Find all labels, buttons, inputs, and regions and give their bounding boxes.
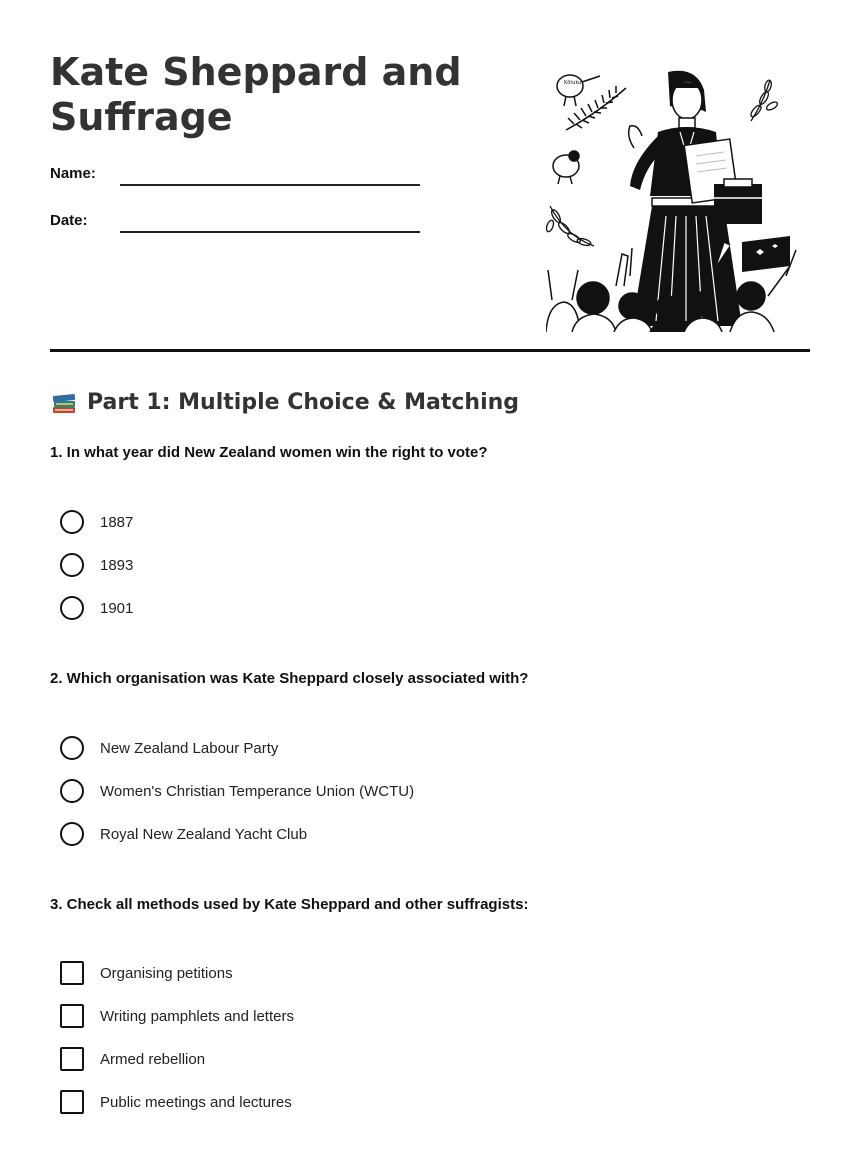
option-label: New Zealand Labour Party bbox=[100, 739, 279, 757]
header-divider bbox=[50, 349, 810, 352]
olive-branch-right-icon bbox=[749, 79, 778, 121]
olive-branch-left-icon bbox=[546, 206, 594, 247]
option-label: Organising petitions bbox=[100, 964, 233, 982]
checkbox[interactable] bbox=[60, 1004, 84, 1028]
option-label: Royal New Zealand Yacht Club bbox=[100, 825, 308, 843]
checkbox[interactable] bbox=[60, 1047, 84, 1071]
option-label: Armed rebellion bbox=[100, 1050, 206, 1068]
date-field[interactable] bbox=[50, 212, 420, 236]
ballot-box-icon bbox=[714, 179, 762, 224]
checkbox[interactable] bbox=[60, 1090, 84, 1114]
radio-button[interactable] bbox=[60, 553, 84, 577]
radio-button[interactable] bbox=[60, 822, 84, 846]
kate-sheppard-illustration bbox=[546, 66, 800, 332]
q3-option-3[interactable] bbox=[60, 1046, 205, 1072]
q2-option-2[interactable] bbox=[60, 778, 414, 804]
name-write-line[interactable] bbox=[120, 184, 420, 186]
kiwi-icon bbox=[557, 75, 600, 106]
question-3: 3. Check all methods used by Kate Sheppard and other suffragists: bbox=[50, 896, 529, 913]
question-2: 2. Which organisation was Kate Sheppard closely associated with? bbox=[50, 670, 529, 687]
name-field[interactable] bbox=[50, 165, 420, 189]
q3-option-4[interactable] bbox=[60, 1089, 292, 1115]
worksheet-header bbox=[50, 0, 810, 352]
radio-button[interactable] bbox=[60, 596, 84, 620]
checkbox[interactable] bbox=[60, 961, 84, 985]
q1-option-1[interactable] bbox=[60, 509, 133, 535]
part1-heading bbox=[50, 388, 519, 416]
radio-button[interactable] bbox=[60, 510, 84, 534]
worksheet-page bbox=[50, 0, 810, 1111]
option-label: Women's Christian Temperance Union (WCTU) bbox=[100, 782, 415, 800]
q3-option-1[interactable] bbox=[60, 960, 233, 986]
q3-option-2[interactable] bbox=[60, 1003, 294, 1029]
option-label: Writing pamphlets and letters bbox=[100, 1007, 294, 1025]
fern-icon bbox=[566, 86, 626, 130]
date-write-line[interactable] bbox=[120, 231, 420, 233]
name-label: Name: bbox=[50, 165, 96, 182]
option-label: 1893 bbox=[100, 556, 134, 574]
flag-icon bbox=[742, 236, 790, 272]
question-1: 1. In what year did New Zealand women win the right to vote? bbox=[50, 444, 488, 461]
radio-button[interactable] bbox=[60, 736, 84, 760]
radio-button[interactable] bbox=[60, 779, 84, 803]
option-label: 1901 bbox=[100, 599, 134, 617]
page-title: Kate Sheppard and Suffrage bbox=[50, 50, 462, 139]
date-label: Date: bbox=[50, 212, 88, 229]
q1-option-2[interactable] bbox=[60, 552, 133, 578]
part1-heading-text: Part 1: Multiple Choice & Matching bbox=[87, 389, 520, 415]
option-label: Public meetings and lectures bbox=[100, 1093, 292, 1111]
q2-option-3[interactable] bbox=[60, 821, 307, 847]
option-label: 1887 bbox=[100, 513, 134, 531]
q2-option-1[interactable] bbox=[60, 735, 278, 761]
illustration-note: Kōtuku bbox=[564, 80, 582, 86]
q1-option-3[interactable] bbox=[60, 595, 133, 621]
kiwi-chick-icon bbox=[553, 151, 579, 184]
books-icon bbox=[50, 388, 78, 416]
